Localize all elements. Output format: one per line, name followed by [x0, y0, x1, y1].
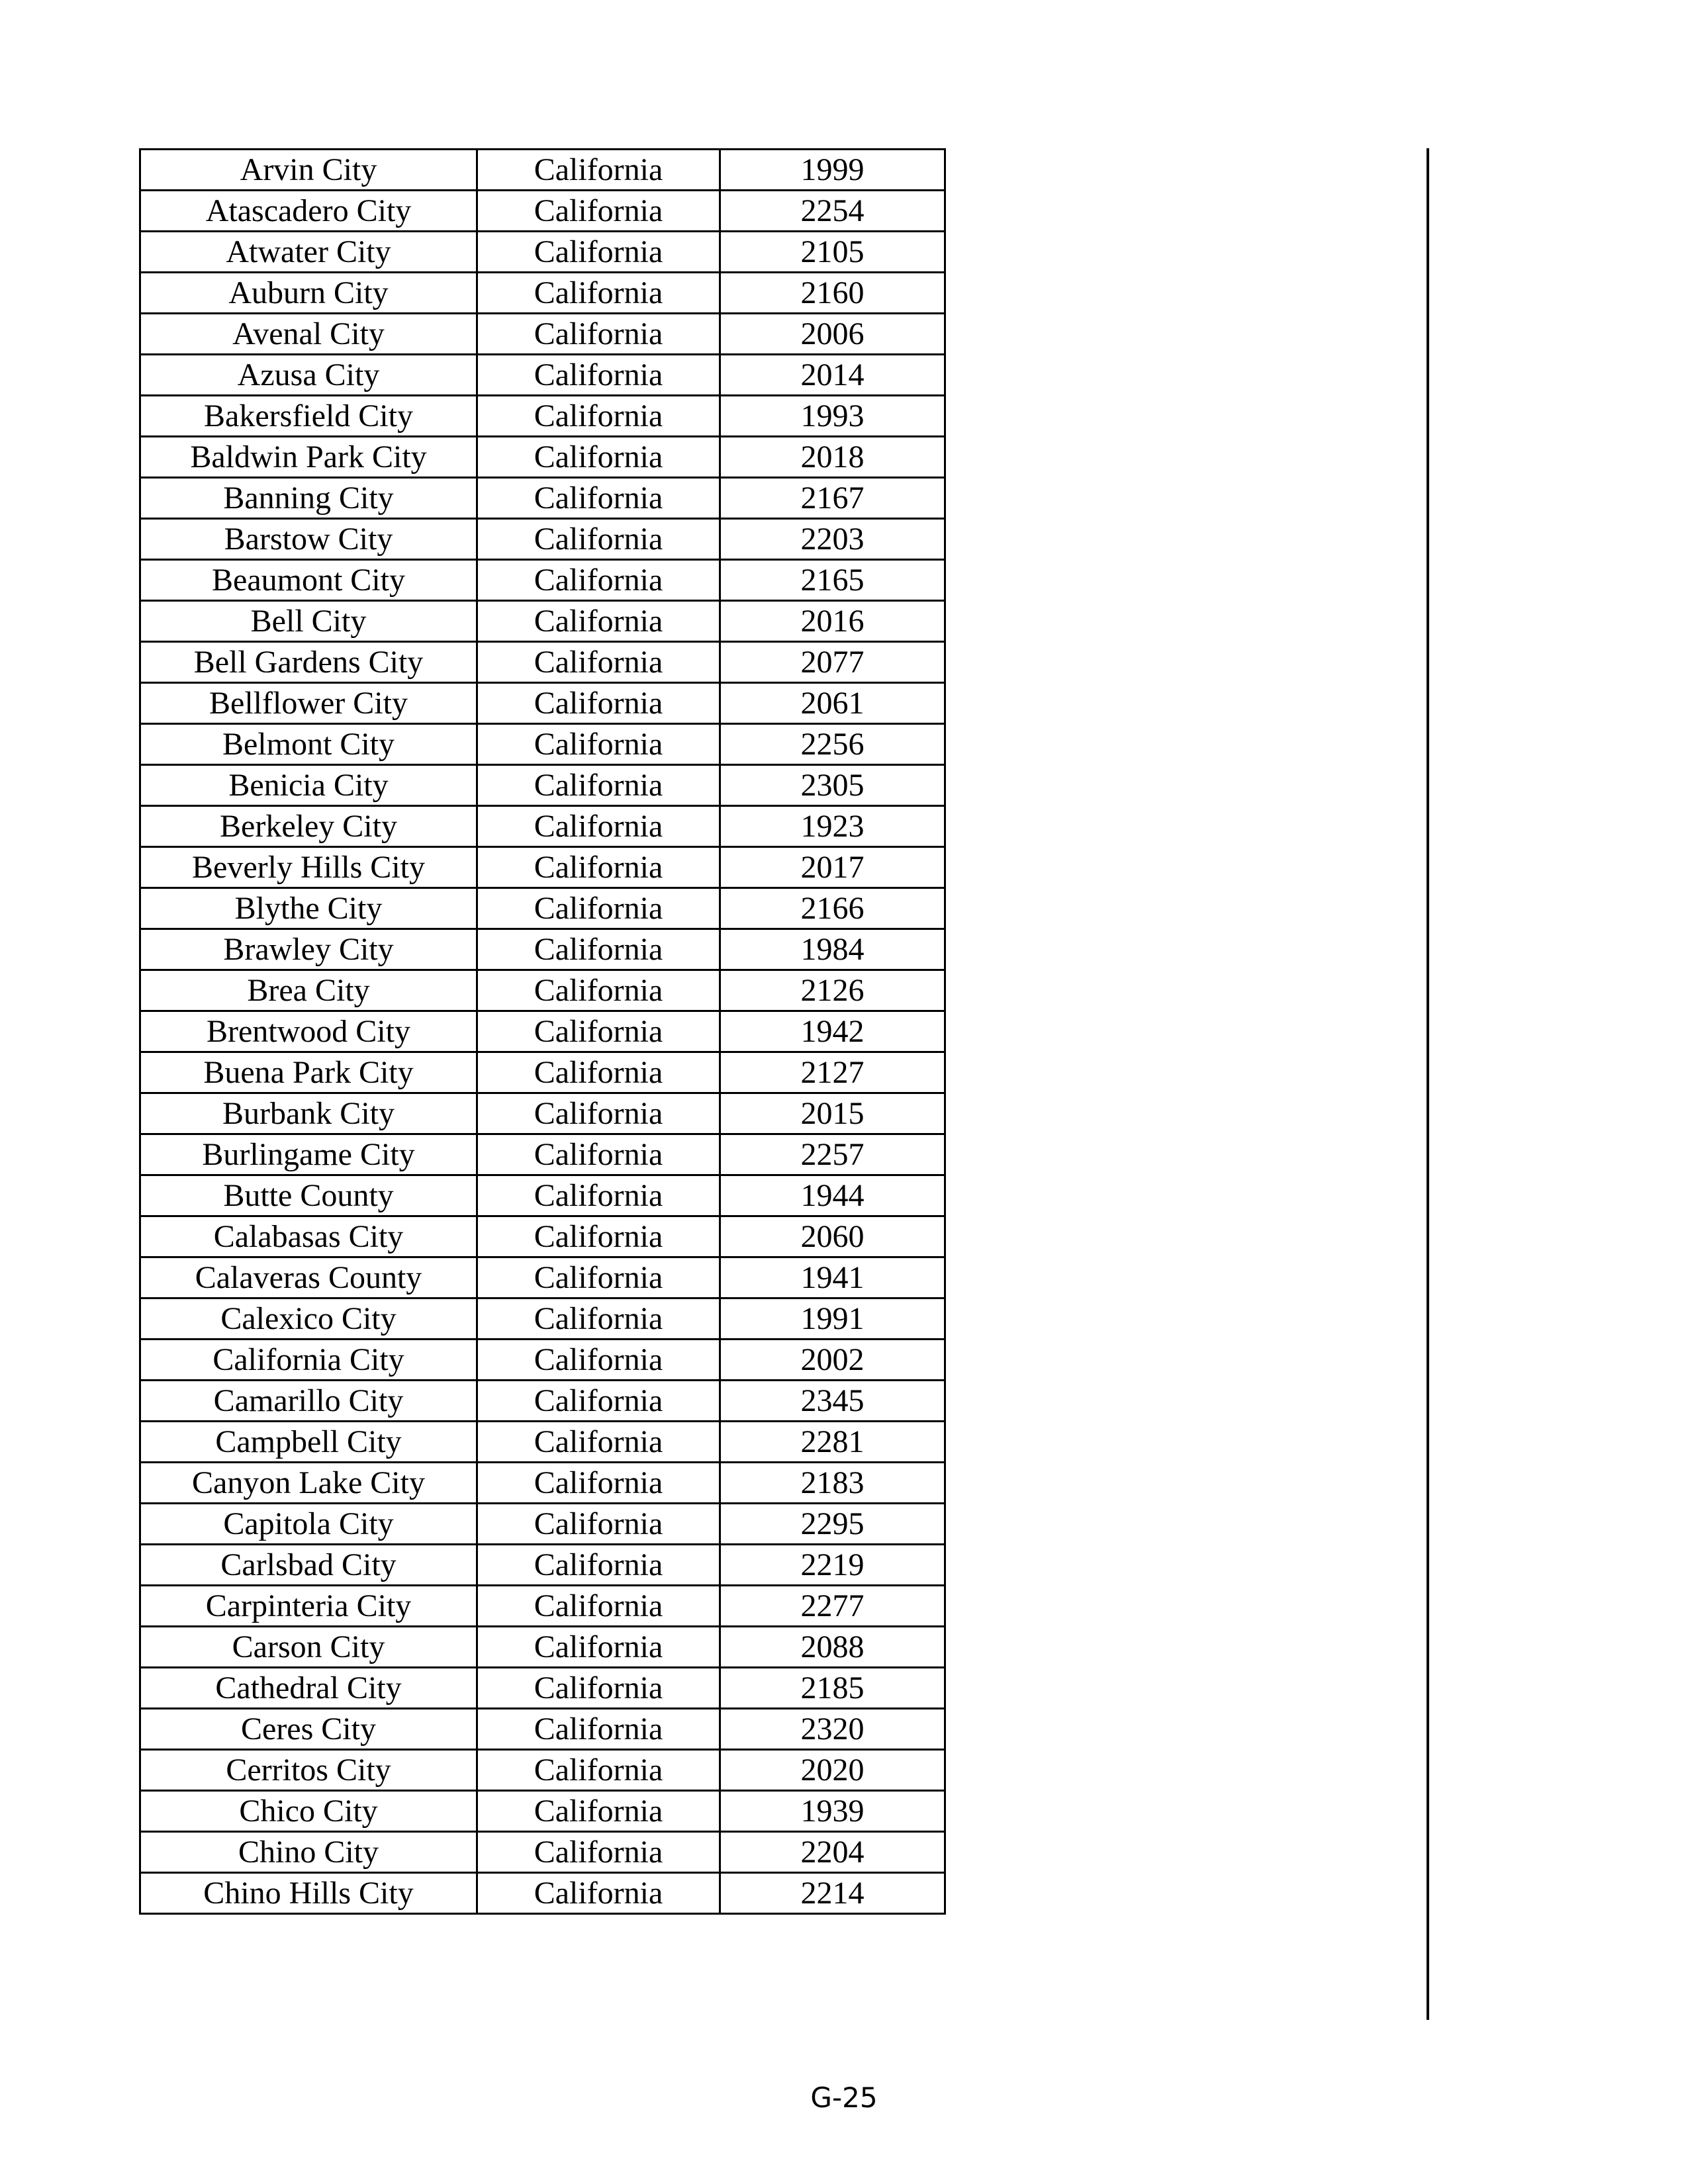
state-cell: California: [477, 1052, 720, 1093]
code-cell: 2204: [720, 1832, 945, 1873]
code-cell: 1984: [720, 929, 945, 970]
state-cell: California: [477, 396, 720, 437]
state-cell: California: [477, 355, 720, 396]
code-cell: 2020: [720, 1750, 945, 1791]
right-vertical-rule: [1427, 148, 1429, 2020]
table-row: [140, 806, 945, 847]
state-cell: California: [477, 1216, 720, 1257]
state-cell: California: [477, 1134, 720, 1175]
jurisdiction-name-cell: Brawley City: [140, 929, 477, 970]
code-cell: 2277: [720, 1586, 945, 1627]
state-cell: California: [477, 642, 720, 683]
table-row: [140, 273, 945, 314]
table-row: [140, 683, 945, 724]
state-cell: California: [477, 888, 720, 929]
code-cell: 2203: [720, 519, 945, 560]
code-cell: 1923: [720, 806, 945, 847]
jurisdiction-name-cell: Carpinteria City: [140, 1586, 477, 1627]
state-cell: California: [477, 1381, 720, 1422]
jurisdiction-name-cell: Chico City: [140, 1791, 477, 1832]
page-number: G-25: [810, 2081, 878, 2114]
table-row: [140, 1709, 945, 1750]
jurisdiction-name-cell: Azusa City: [140, 355, 477, 396]
state-cell: California: [477, 191, 720, 232]
jurisdiction-name-cell: Buena Park City: [140, 1052, 477, 1093]
state-cell: California: [477, 806, 720, 847]
state-cell: California: [477, 1422, 720, 1463]
state-cell: California: [477, 560, 720, 601]
code-cell: 2077: [720, 642, 945, 683]
code-cell: 1991: [720, 1298, 945, 1340]
table-row: [140, 1627, 945, 1668]
state-cell: California: [477, 1709, 720, 1750]
table-row: [140, 1668, 945, 1709]
jurisdiction-name-cell: Berkeley City: [140, 806, 477, 847]
code-cell: 1942: [720, 1011, 945, 1052]
jurisdiction-table: [139, 148, 946, 1915]
state-cell: California: [477, 1545, 720, 1586]
code-cell: 2018: [720, 437, 945, 478]
state-cell: California: [477, 478, 720, 519]
code-cell: 2165: [720, 560, 945, 601]
state-cell: California: [477, 273, 720, 314]
code-cell: 1939: [720, 1791, 945, 1832]
state-cell: California: [477, 1298, 720, 1340]
table-row: [140, 232, 945, 273]
jurisdiction-name-cell: Cathedral City: [140, 1668, 477, 1709]
state-cell: California: [477, 150, 720, 191]
jurisdiction-name-cell: Brentwood City: [140, 1011, 477, 1052]
jurisdiction-name-cell: Auburn City: [140, 273, 477, 314]
table-row: [140, 1750, 945, 1791]
jurisdiction-name-cell: Cerritos City: [140, 1750, 477, 1791]
state-cell: California: [477, 847, 720, 888]
code-cell: 1941: [720, 1257, 945, 1298]
jurisdiction-name-cell: Avenal City: [140, 314, 477, 355]
table-row: [140, 765, 945, 806]
table-row: [140, 1873, 945, 1914]
table-row: [140, 1093, 945, 1134]
table-row: [140, 191, 945, 232]
state-cell: California: [477, 314, 720, 355]
code-cell: 2006: [720, 314, 945, 355]
jurisdiction-name-cell: Beaumont City: [140, 560, 477, 601]
table-row: [140, 396, 945, 437]
table-row: [140, 478, 945, 519]
jurisdiction-name-cell: Burlingame City: [140, 1134, 477, 1175]
jurisdiction-name-cell: Bellflower City: [140, 683, 477, 724]
state-cell: California: [477, 1340, 720, 1381]
code-cell: 2281: [720, 1422, 945, 1463]
code-cell: 2166: [720, 888, 945, 929]
state-cell: California: [477, 519, 720, 560]
table-row: [140, 314, 945, 355]
state-cell: California: [477, 1873, 720, 1914]
jurisdiction-name-cell: Calaveras County: [140, 1257, 477, 1298]
code-cell: 2219: [720, 1545, 945, 1586]
jurisdiction-name-cell: Baldwin Park City: [140, 437, 477, 478]
jurisdiction-name-cell: Bell City: [140, 601, 477, 642]
jurisdiction-name-cell: Arvin City: [140, 150, 477, 191]
code-cell: 2305: [720, 765, 945, 806]
table-row: [140, 1586, 945, 1627]
jurisdiction-name-cell: Belmont City: [140, 724, 477, 765]
state-cell: California: [477, 765, 720, 806]
code-cell: 2257: [720, 1134, 945, 1175]
table-row: [140, 1340, 945, 1381]
table-row: [140, 560, 945, 601]
state-cell: California: [477, 1011, 720, 1052]
state-cell: California: [477, 724, 720, 765]
state-cell: California: [477, 1750, 720, 1791]
table-row: [140, 1216, 945, 1257]
code-cell: 2015: [720, 1093, 945, 1134]
jurisdiction-name-cell: Butte County: [140, 1175, 477, 1216]
code-cell: 2167: [720, 478, 945, 519]
jurisdiction-name-cell: Canyon Lake City: [140, 1463, 477, 1504]
jurisdiction-name-cell: Camarillo City: [140, 1381, 477, 1422]
code-cell: 1944: [720, 1175, 945, 1216]
code-cell: 2014: [720, 355, 945, 396]
jurisdiction-name-cell: Campbell City: [140, 1422, 477, 1463]
state-cell: California: [477, 1175, 720, 1216]
code-cell: 2061: [720, 683, 945, 724]
table-row: [140, 355, 945, 396]
jurisdiction-name-cell: Calabasas City: [140, 1216, 477, 1257]
state-cell: California: [477, 1791, 720, 1832]
jurisdiction-name-cell: Brea City: [140, 970, 477, 1011]
jurisdiction-name-cell: Barstow City: [140, 519, 477, 560]
code-cell: 2105: [720, 232, 945, 273]
table-row: [140, 1422, 945, 1463]
jurisdiction-name-cell: Capitola City: [140, 1504, 477, 1545]
table-row: [140, 847, 945, 888]
code-cell: 2295: [720, 1504, 945, 1545]
table-row: [140, 970, 945, 1011]
code-cell: 2126: [720, 970, 945, 1011]
state-cell: California: [477, 1257, 720, 1298]
table-row: [140, 601, 945, 642]
code-cell: 2183: [720, 1463, 945, 1504]
code-cell: 2320: [720, 1709, 945, 1750]
table-row: [140, 1504, 945, 1545]
jurisdiction-table-body: [140, 150, 945, 1914]
table-row: [140, 1257, 945, 1298]
code-cell: 2016: [720, 601, 945, 642]
code-cell: 2060: [720, 1216, 945, 1257]
state-cell: California: [477, 601, 720, 642]
jurisdiction-name-cell: Chino Hills City: [140, 1873, 477, 1914]
code-cell: 2256: [720, 724, 945, 765]
code-cell: 2214: [720, 1873, 945, 1914]
jurisdiction-name-cell: Chino City: [140, 1832, 477, 1873]
table-row: [140, 1175, 945, 1216]
code-cell: 1993: [720, 396, 945, 437]
table-row: [140, 929, 945, 970]
jurisdiction-name-cell: Carlsbad City: [140, 1545, 477, 1586]
jurisdiction-name-cell: Atwater City: [140, 232, 477, 273]
table-row: [140, 642, 945, 683]
table-row: [140, 888, 945, 929]
jurisdiction-name-cell: Atascadero City: [140, 191, 477, 232]
code-cell: 2254: [720, 191, 945, 232]
table-row: [140, 1381, 945, 1422]
code-cell: 2088: [720, 1627, 945, 1668]
table-row: [140, 150, 945, 191]
state-cell: California: [477, 1668, 720, 1709]
state-cell: California: [477, 929, 720, 970]
jurisdiction-name-cell: Blythe City: [140, 888, 477, 929]
code-cell: 2002: [720, 1340, 945, 1381]
jurisdiction-name-cell: Bell Gardens City: [140, 642, 477, 683]
table-row: [140, 1134, 945, 1175]
table-row: [140, 519, 945, 560]
state-cell: California: [477, 1832, 720, 1873]
jurisdiction-name-cell: Burbank City: [140, 1093, 477, 1134]
state-cell: California: [477, 437, 720, 478]
table-row: [140, 1791, 945, 1832]
jurisdiction-name-cell: Calexico City: [140, 1298, 477, 1340]
state-cell: California: [477, 1463, 720, 1504]
table-row: [140, 1052, 945, 1093]
state-cell: California: [477, 970, 720, 1011]
code-cell: 2127: [720, 1052, 945, 1093]
state-cell: California: [477, 1504, 720, 1545]
jurisdiction-name-cell: Beverly Hills City: [140, 847, 477, 888]
code-cell: 2345: [720, 1381, 945, 1422]
table-row: [140, 1011, 945, 1052]
table-row: [140, 1298, 945, 1340]
code-cell: 2017: [720, 847, 945, 888]
code-cell: 1999: [720, 150, 945, 191]
code-cell: 2185: [720, 1668, 945, 1709]
state-cell: California: [477, 232, 720, 273]
jurisdiction-name-cell: Bakersfield City: [140, 396, 477, 437]
state-cell: California: [477, 683, 720, 724]
code-cell: 2160: [720, 273, 945, 314]
jurisdiction-name-cell: California City: [140, 1340, 477, 1381]
state-cell: California: [477, 1627, 720, 1668]
table-row: [140, 1545, 945, 1586]
table-row: [140, 1832, 945, 1873]
jurisdiction-name-cell: Benicia City: [140, 765, 477, 806]
jurisdiction-name-cell: Carson City: [140, 1627, 477, 1668]
table-row: [140, 437, 945, 478]
state-cell: California: [477, 1586, 720, 1627]
state-cell: California: [477, 1093, 720, 1134]
table-row: [140, 1463, 945, 1504]
jurisdiction-name-cell: Ceres City: [140, 1709, 477, 1750]
table-row: [140, 724, 945, 765]
jurisdiction-name-cell: Banning City: [140, 478, 477, 519]
